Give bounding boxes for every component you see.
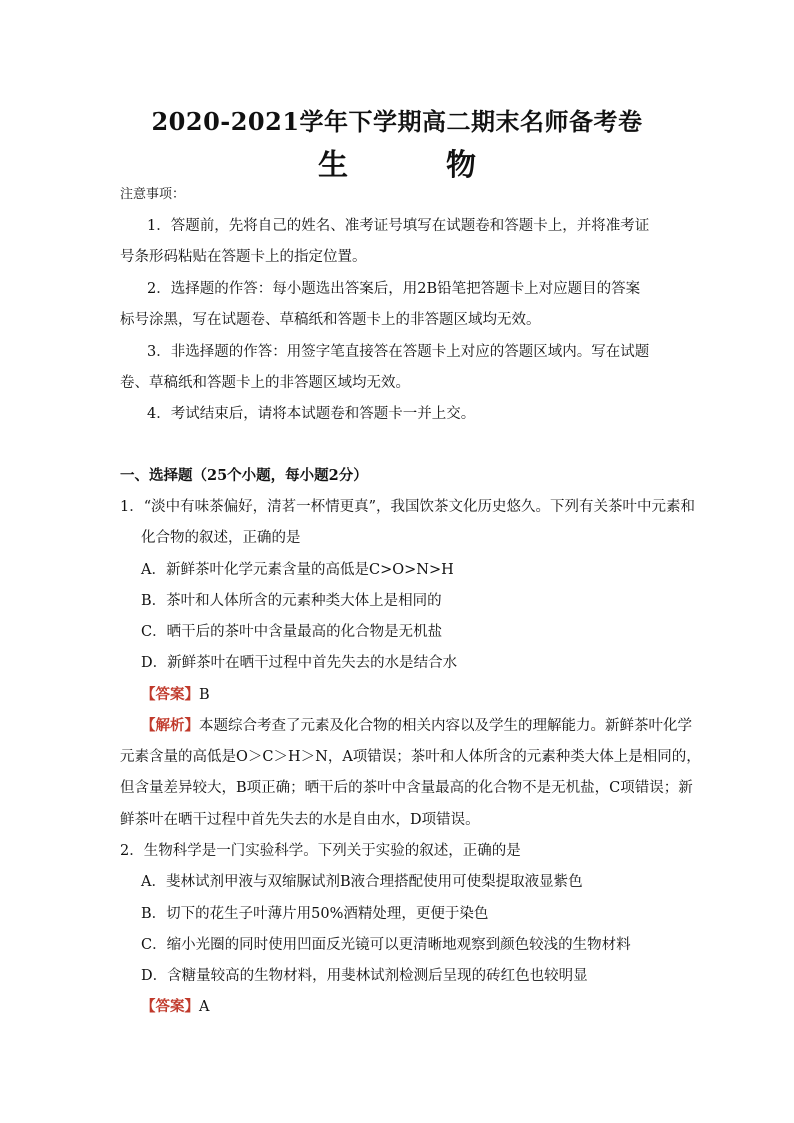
answer-tag: 【答案】: [141, 686, 199, 703]
option-b: B．切下的花生子叶薄片用50%酒精处理，更便于染色: [141, 906, 489, 922]
notice-line: 1．答题前，先将自己的姓名、准考证号填写在试题卷和答题卡上，并将准考证: [147, 218, 650, 234]
option-d: D．含糖量较高的生物材料，用斐林试剂检测后呈现的砖红色也较明显: [141, 968, 588, 984]
question-stem: 化合物的叙述，正确的是: [141, 530, 301, 546]
question-stem: 1．“淡中有味茶偏好，清茗一杯情更真”，我国饮茶文化历史悠久。下列有关茶叶中元素和: [120, 499, 696, 515]
answer-value: A: [199, 999, 210, 1015]
notice-line: 2．选择题的作答：每小题选出答案后，用2B铅笔把答题卡上对应题目的答案: [147, 281, 641, 297]
analysis-text: 鲜茶叶在晒干过程中首先失去的水是自由水，D项错误。: [120, 812, 480, 828]
analysis-text: 元素含量的高低是O＞C＞H＞N，A项错误；茶叶和人体所含的元素种类大体上是相同的，: [120, 749, 701, 765]
subject-title: 生 物: [318, 148, 510, 183]
analysis-tag: 【解析】: [141, 717, 199, 734]
notice-line: 标号涂黑，写在试题卷、草稿纸和答题卡上的非答题区域均无效。: [120, 312, 541, 328]
question-stem: 2．生物科学是一门实验科学。下列关于实验的叙述，正确的是: [120, 843, 521, 859]
section-heading: 一、选择题（25个小题，每小题2分）: [120, 467, 368, 484]
option-b: B．茶叶和人体所含的元素种类大体上是相同的: [141, 593, 442, 609]
notice-line: 4．考试结束后，请将本试题卷和答题卡一并上交。: [147, 406, 476, 422]
answer-tag: 【答案】: [141, 998, 199, 1015]
option-a: A．斐林试剂甲液与双缩脲试剂B液合理搭配使用可使梨提取液显紫色: [141, 874, 583, 890]
notice-heading: 注意事项：: [120, 187, 186, 202]
notice-line: 卷、草稿纸和答题卡上的非答题区域均无效。: [120, 375, 410, 391]
notice-line: 3．非选择题的作答：用签字笔直接答在答题卡上对应的答题区域内。写在试题: [147, 344, 650, 360]
option-c: C．缩小光圈的同时使用凹面反光镜可以更清晰地观察到颜色较浅的生物材料: [141, 937, 631, 953]
analysis-text: 本题综合考查了元素及化合物的相关内容以及学生的理解能力。新鲜茶叶化学: [199, 718, 692, 734]
analysis-row: [141, 715, 692, 737]
notice-line: 号条形码粘贴在答题卡上的指定位置。: [120, 249, 367, 265]
answer-value: B: [199, 687, 210, 703]
answer-row: [141, 684, 210, 706]
answer-row: [141, 996, 209, 1018]
exam-title: 2020-2021学年下学期高二期末名师备考卷: [151, 107, 643, 136]
option-a: A．新鲜茶叶化学元素含量的高低是C>O>N>H: [141, 562, 454, 578]
option-c: C．晒干后的茶叶中含量最高的化合物是无机盐: [141, 624, 443, 640]
option-d: D．新鲜茶叶在晒干过程中首先失去的水是结合水: [141, 655, 458, 671]
analysis-text: 但含量差异较大，B项正确；晒干后的茶叶中含量最高的化合物不是无机盐，C项错误；新: [120, 780, 693, 796]
